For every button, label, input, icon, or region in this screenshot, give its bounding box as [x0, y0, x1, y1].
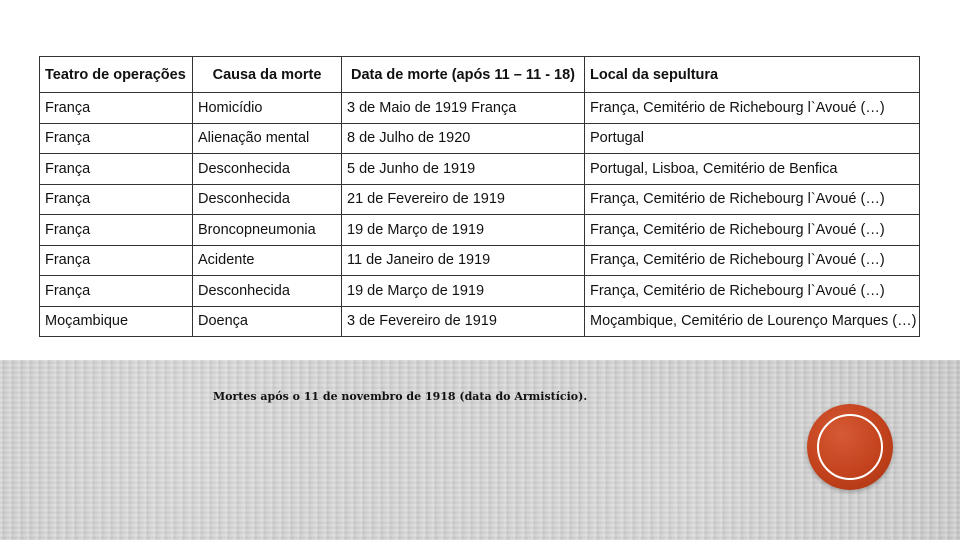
cell-theater: França	[40, 245, 193, 276]
cell-burial: Moçambique, Cemitério de Lourenço Marques (…)	[585, 306, 920, 337]
deaths-table	[39, 56, 920, 337]
table-row	[40, 154, 920, 185]
header-date: Data de morte (após 11 – 11 - 18)	[342, 57, 585, 93]
cell-burial: Portugal, Lisboa, Cemitério de Benfica	[585, 154, 920, 185]
table-row	[40, 245, 920, 276]
cell-burial: França, Cemitério de Richebourg l`Avoué (…)	[585, 93, 920, 124]
table-caption: Mortes após o 11 de novembro de 1918 (data do Armistício).	[213, 390, 588, 403]
cell-theater: França	[40, 123, 193, 154]
table-row	[40, 215, 920, 246]
cell-date: 5 de Junho de 1919	[342, 154, 585, 185]
table-row	[40, 276, 920, 307]
cell-theater: França	[40, 93, 193, 124]
badge-ring-icon	[817, 414, 883, 480]
cell-date: 21 de Fevereiro de 1919	[342, 184, 585, 215]
cell-date: 3 de Maio de 1919 França	[342, 93, 585, 124]
cell-date: 19 de Março de 1919	[342, 215, 585, 246]
header-cause: Causa da morte	[193, 57, 342, 93]
cell-theater: Moçambique	[40, 306, 193, 337]
table-row	[40, 123, 920, 154]
cell-burial: Portugal	[585, 123, 920, 154]
cell-cause: Homicídio	[193, 93, 342, 124]
cell-theater: França	[40, 276, 193, 307]
cell-cause: Broncopneumonia	[193, 215, 342, 246]
header-theater: Teatro de operações	[40, 57, 193, 93]
table-header-row	[40, 57, 920, 93]
table-row	[40, 93, 920, 124]
cell-cause: Desconhecida	[193, 184, 342, 215]
cell-burial: França, Cemitério de Richebourg l`Avoué (…)	[585, 245, 920, 276]
header-burial: Local da sepultura	[585, 57, 920, 93]
cell-date: 19 de Março de 1919	[342, 276, 585, 307]
cell-cause: Desconhecida	[193, 276, 342, 307]
cell-cause: Desconhecida	[193, 154, 342, 185]
table-row	[40, 306, 920, 337]
cell-burial: França, Cemitério de Richebourg l`Avoué (…)	[585, 184, 920, 215]
cell-cause: Doença	[193, 306, 342, 337]
cell-cause: Alienação mental	[193, 123, 342, 154]
table-row	[40, 184, 920, 215]
cell-date: 8 de Julho de 1920	[342, 123, 585, 154]
decorative-circle-badge	[807, 404, 893, 490]
cell-date: 11 de Janeiro de 1919	[342, 245, 585, 276]
cell-theater: França	[40, 154, 193, 185]
cell-theater: França	[40, 215, 193, 246]
cell-theater: França	[40, 184, 193, 215]
cell-cause: Acidente	[193, 245, 342, 276]
cell-date: 3 de Fevereiro de 1919	[342, 306, 585, 337]
cell-burial: França, Cemitério de Richebourg l`Avoué (…)	[585, 276, 920, 307]
cell-burial: França, Cemitério de Richebourg l`Avoué (…)	[585, 215, 920, 246]
